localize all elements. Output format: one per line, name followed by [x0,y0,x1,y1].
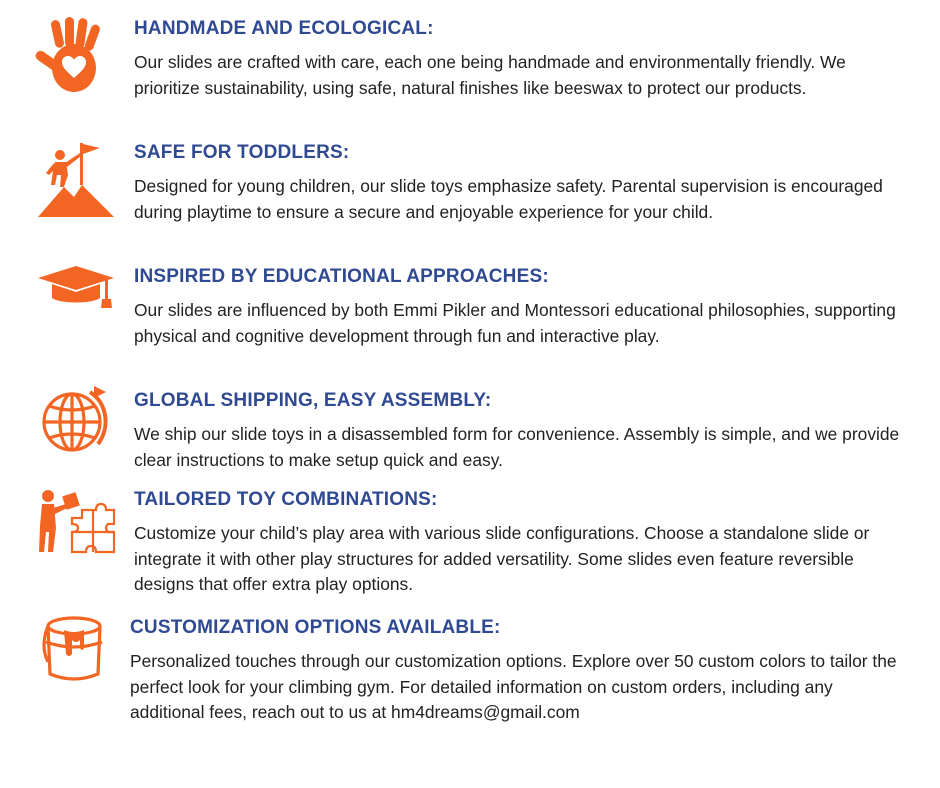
feature-title: HANDMADE AND ECOLOGICAL: [134,18,434,39]
feature-title: GLOBAL SHIPPING, EASY ASSEMBLY: [134,390,492,411]
feature-description: Our slides are influenced by both Emmi Pikler and Montessori educational philosophies, supporting physical and cognitive development through fun and interactive play. [134,300,896,346]
hand-heart-icon [36,16,116,96]
feature-title: TAILORED TOY COMBINATIONS: [134,489,438,510]
puzzle-person-icon [36,488,116,568]
feature-description: Personalized touches through our customization options. Explore over 50 custom colors to tailor the perfect look for your climbing gym. For detailed information on custom orders, including any additional fees, reach out to us at hm4dreams@gmail.com [130,651,897,722]
feature-title: INSPIRED BY EDUCATIONAL APPROACHES: [134,266,549,287]
globe-arrow-icon [36,386,116,466]
feature-title: CUSTOMIZATION OPTIONS AVAILABLE: [130,617,501,638]
feature-description: Designed for young children, our slide toys emphasize safety. Parental supervision is encouraged during playtime to ensure a secure and enjoyable experience for your child. [134,176,883,222]
feature-description: Customize your child’s play area with various slide configurations. Choose a standalone slide or integrate it with other play structures for added versatility. Some slides even feature reversible designs that offer extra play options. [134,523,870,594]
mountain-flag-icon [36,141,116,221]
feature-title: SAFE FOR TODDLERS: [134,142,350,163]
graduation-cap-icon [36,258,116,338]
feature-description: Our slides are crafted with care, each one being handmade and environmentally friendly. We prioritize sustainability, using safe, natural finishes like beeswax to protect our products. [134,52,846,98]
paint-bucket-icon [36,612,116,692]
feature-description: We ship our slide toys in a disassembled form for convenience. Assembly is simple, and we provide clear instructions to make setup quick and easy. [134,424,900,470]
